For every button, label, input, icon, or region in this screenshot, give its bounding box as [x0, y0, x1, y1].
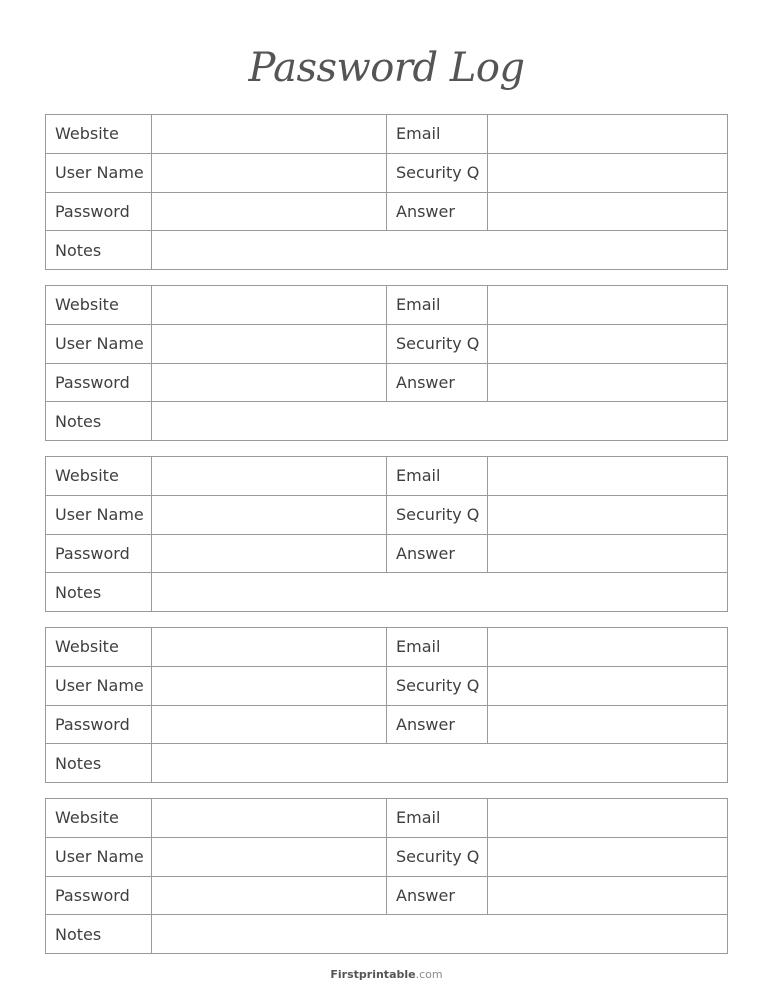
security-question-field[interactable]: [488, 324, 728, 363]
email-label: Email: [387, 628, 488, 667]
password-label: Password: [46, 192, 152, 231]
email-label: Email: [387, 286, 488, 325]
notes-field[interactable]: [152, 402, 728, 441]
username-label: User Name: [46, 495, 152, 534]
username-field[interactable]: [152, 495, 387, 534]
entry-row-password-answer: [46, 534, 728, 573]
entry-row-username-securityq: [46, 153, 728, 192]
email-field[interactable]: [488, 115, 728, 154]
notes-field[interactable]: [152, 915, 728, 954]
username-field[interactable]: [152, 837, 387, 876]
footer-brand-tld: .com: [415, 968, 443, 981]
security-question-label: Security Q: [387, 666, 488, 705]
answer-label: Answer: [387, 705, 488, 744]
notes-field[interactable]: [152, 573, 728, 612]
notes-label: Notes: [46, 915, 152, 954]
password-entry-4: [45, 627, 728, 783]
website-field[interactable]: [152, 628, 387, 667]
email-field[interactable]: [488, 799, 728, 838]
security-question-label: Security Q: [387, 495, 488, 534]
entry-row-website-email: [46, 286, 728, 325]
email-field[interactable]: [488, 457, 728, 496]
notes-field[interactable]: [152, 231, 728, 270]
answer-label: Answer: [387, 534, 488, 573]
entry-row-password-answer: [46, 363, 728, 402]
entry-row-website-email: [46, 115, 728, 154]
answer-label: Answer: [387, 363, 488, 402]
password-label: Password: [46, 534, 152, 573]
password-field[interactable]: [152, 534, 387, 573]
password-label: Password: [46, 363, 152, 402]
website-field[interactable]: [152, 457, 387, 496]
website-label: Website: [46, 457, 152, 496]
password-label: Password: [46, 705, 152, 744]
notes-label: Notes: [46, 744, 152, 783]
entry-row-password-answer: [46, 705, 728, 744]
entry-row-username-securityq: [46, 324, 728, 363]
email-label: Email: [387, 457, 488, 496]
website-field[interactable]: [152, 115, 387, 154]
username-label: User Name: [46, 837, 152, 876]
entry-row-notes: [46, 915, 728, 954]
website-label: Website: [46, 286, 152, 325]
username-field[interactable]: [152, 666, 387, 705]
answer-field[interactable]: [488, 534, 728, 573]
entry-row-notes: [46, 402, 728, 441]
answer-field[interactable]: [488, 705, 728, 744]
email-field[interactable]: [488, 628, 728, 667]
notes-field[interactable]: [152, 744, 728, 783]
entry-row-notes: [46, 744, 728, 783]
username-field[interactable]: [152, 324, 387, 363]
entry-row-website-email: [46, 628, 728, 667]
email-label: Email: [387, 799, 488, 838]
security-question-label: Security Q: [387, 153, 488, 192]
entry-row-username-securityq: [46, 666, 728, 705]
footer-brand: [0, 968, 773, 981]
email-label: Email: [387, 115, 488, 154]
password-field[interactable]: [152, 192, 387, 231]
entry-row-username-securityq: [46, 495, 728, 534]
password-entry-2: [45, 285, 728, 441]
security-question-label: Security Q: [387, 837, 488, 876]
website-label: Website: [46, 799, 152, 838]
security-question-label: Security Q: [387, 324, 488, 363]
answer-field[interactable]: [488, 363, 728, 402]
entry-row-password-answer: [46, 192, 728, 231]
website-field[interactable]: [152, 799, 387, 838]
password-field[interactable]: [152, 876, 387, 915]
website-label: Website: [46, 628, 152, 667]
email-field[interactable]: [488, 286, 728, 325]
answer-field[interactable]: [488, 876, 728, 915]
website-field[interactable]: [152, 286, 387, 325]
password-field[interactable]: [152, 363, 387, 402]
entry-row-password-answer: [46, 876, 728, 915]
entry-row-website-email: [46, 457, 728, 496]
security-question-field[interactable]: [488, 837, 728, 876]
notes-label: Notes: [46, 402, 152, 441]
entry-row-notes: [46, 573, 728, 612]
username-label: User Name: [46, 324, 152, 363]
entry-row-username-securityq: [46, 837, 728, 876]
entry-row-notes: [46, 231, 728, 270]
answer-field[interactable]: [488, 192, 728, 231]
security-question-field[interactable]: [488, 153, 728, 192]
password-label: Password: [46, 876, 152, 915]
username-field[interactable]: [152, 153, 387, 192]
page-title: Password Log: [248, 45, 525, 91]
entry-row-website-email: [46, 799, 728, 838]
answer-label: Answer: [387, 876, 488, 915]
username-label: User Name: [46, 666, 152, 705]
password-entry-1: [45, 114, 728, 270]
security-question-field[interactable]: [488, 666, 728, 705]
notes-label: Notes: [46, 573, 152, 612]
security-question-field[interactable]: [488, 495, 728, 534]
notes-label: Notes: [46, 231, 152, 270]
username-label: User Name: [46, 153, 152, 192]
password-entry-3: [45, 456, 728, 612]
password-entry-5: [45, 798, 728, 954]
website-label: Website: [46, 115, 152, 154]
footer-brand-name: Firstprintable: [330, 968, 416, 981]
password-field[interactable]: [152, 705, 387, 744]
answer-label: Answer: [387, 192, 488, 231]
